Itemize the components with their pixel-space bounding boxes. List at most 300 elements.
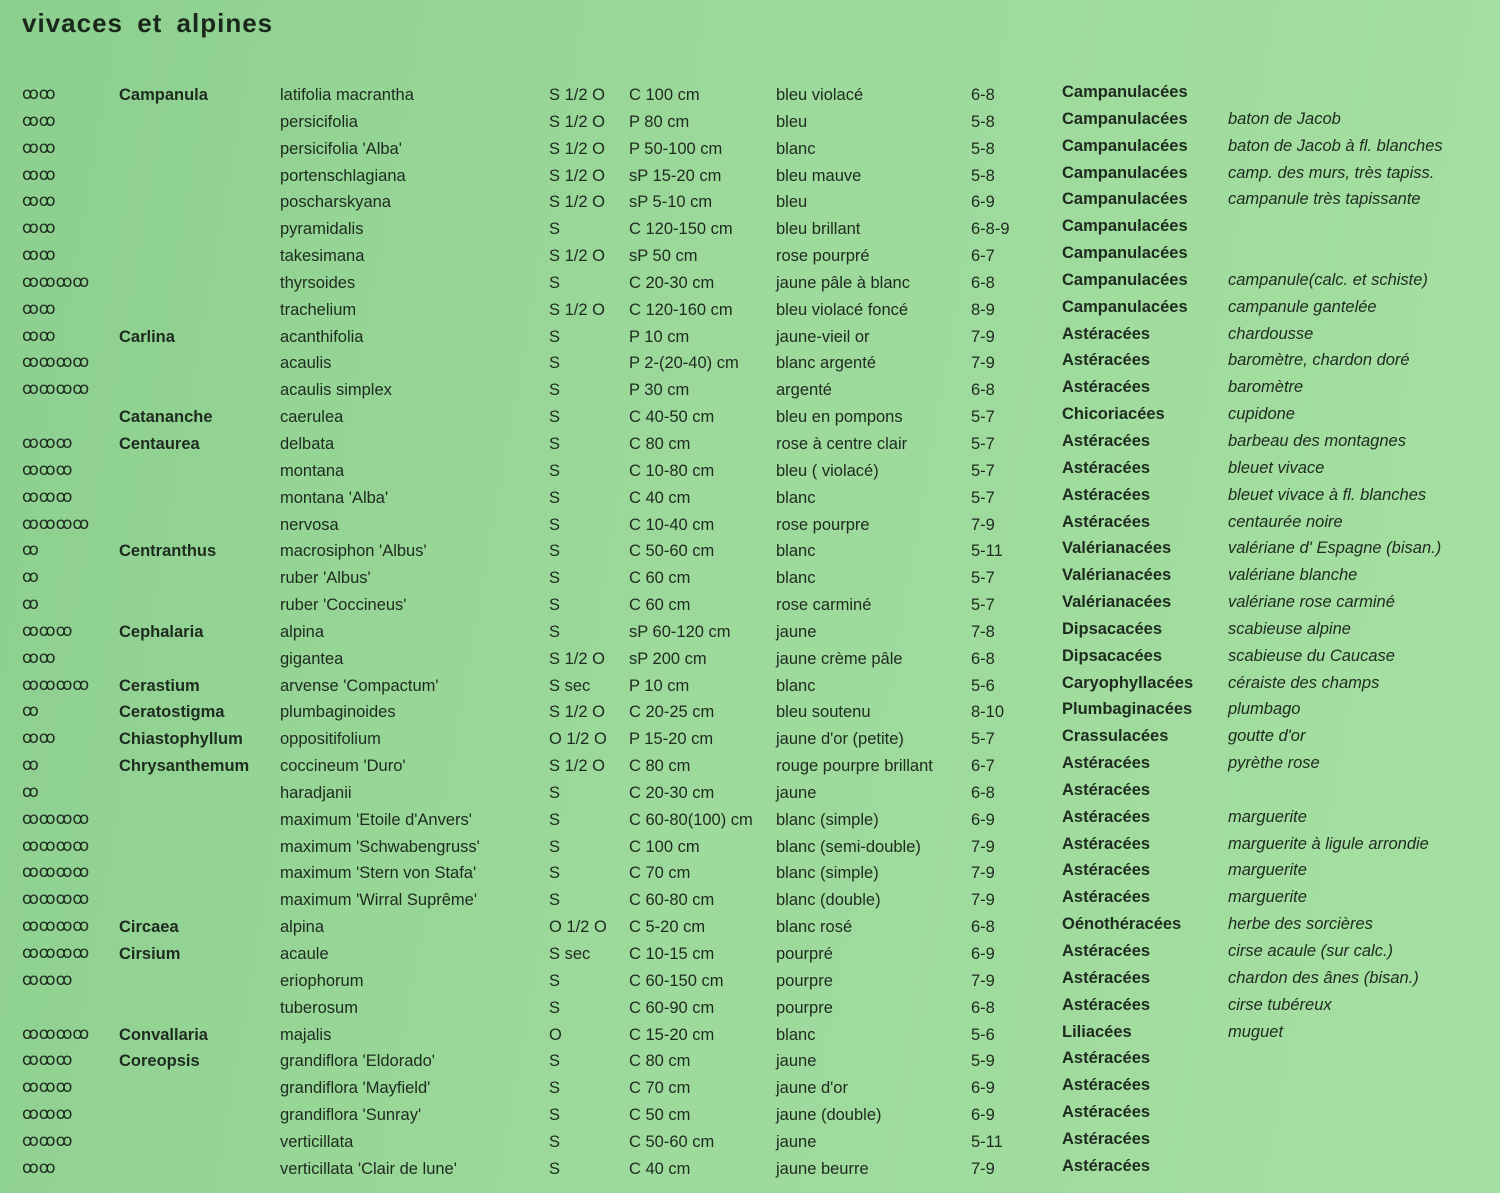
- table-row: [0, 645, 1500, 672]
- height-cell: C 50-60 cm: [629, 1132, 715, 1151]
- exposure-cell: S sec: [549, 676, 591, 695]
- exposure-cell: S: [549, 891, 561, 910]
- exposure-cell: S: [549, 542, 561, 561]
- common-name-cell: scabieuse alpine: [1228, 619, 1351, 638]
- bloom-months-cell: 7-9: [971, 515, 995, 534]
- family-cell: Astéracées: [1062, 754, 1151, 773]
- height-cell: C 120-160 cm: [629, 300, 733, 319]
- plant-symbol-icon: ꝏ: [22, 756, 39, 775]
- exposure-cell: S 1/2 O: [549, 86, 605, 104]
- exposure-cell: S 1/2 O: [549, 139, 605, 158]
- table-row: [0, 108, 1500, 135]
- exposure-cell: S: [549, 327, 561, 346]
- family-cell: Campanulacées: [1062, 109, 1188, 128]
- species-cell: arvense 'Compactum': [280, 676, 439, 695]
- table-row: [0, 752, 1500, 779]
- exposure-cell: S 1/2 O: [549, 703, 605, 722]
- species-cell: plumbaginoides: [280, 703, 396, 722]
- table-row: [0, 967, 1500, 994]
- height-cell: C 10-80 cm: [629, 461, 715, 480]
- family-cell: Astéracées: [1062, 968, 1151, 987]
- exposure-cell: S 1/2 O: [549, 247, 605, 266]
- family-cell: Campanulacées: [1062, 217, 1188, 236]
- family-cell: Campanulacées: [1062, 136, 1188, 155]
- species-cell: acaulis simplex: [280, 381, 392, 400]
- plant-symbol-icon: ꝏꝏ: [22, 246, 56, 265]
- exposure-cell: S: [549, 220, 561, 239]
- height-cell: C 50-60 cm: [629, 542, 715, 561]
- exposure-cell: S 1/2 O: [549, 649, 605, 668]
- common-name-cell: bleuet vivace: [1228, 458, 1325, 477]
- family-cell: Astéracées: [1062, 942, 1151, 960]
- flower-color-cell: blanc: [776, 542, 816, 561]
- table-row: [0, 806, 1500, 833]
- family-cell: Astéracées: [1062, 485, 1151, 504]
- plant-symbol-icon: ꝏꝏꝏꝏ: [22, 809, 90, 828]
- bloom-months-cell: 7-9: [971, 864, 995, 883]
- genus-cell: Coreopsis: [119, 1052, 200, 1071]
- species-cell: eriophorum: [280, 971, 364, 990]
- family-cell: Plumbaginacées: [1062, 700, 1193, 719]
- common-name-cell: chardon des ânes (bisan.): [1228, 968, 1419, 987]
- common-name-cell: marguerite: [1228, 807, 1307, 826]
- flower-color-cell: argenté: [776, 381, 832, 400]
- exposure-cell: S: [549, 1079, 561, 1098]
- species-cell: acaule: [280, 945, 329, 963]
- species-cell: verticillata 'Clair de lune': [280, 1159, 457, 1178]
- height-cell: C 60-80(100) cm: [629, 810, 753, 829]
- table-row: [0, 1128, 1500, 1155]
- genus-cell: Cerastium: [119, 676, 200, 695]
- height-cell: C 10-15 cm: [629, 945, 715, 963]
- bloom-months-cell: 5-11: [971, 542, 1003, 561]
- common-name-cell: herbe des sorcières: [1228, 915, 1373, 934]
- bloom-months-cell: 7-9: [971, 971, 995, 990]
- species-cell: latifolia macrantha: [280, 86, 414, 104]
- exposure-cell: S: [549, 1159, 561, 1178]
- common-name-cell: campanule gantelée: [1228, 297, 1377, 316]
- flower-color-cell: jaune (double): [776, 1106, 882, 1125]
- common-name-cell: baromètre: [1228, 378, 1304, 397]
- species-cell: macrosiphon 'Albus': [280, 542, 427, 561]
- genus-cell: Cephalaria: [119, 622, 204, 641]
- bloom-months-cell: 6-8: [971, 381, 995, 400]
- height-cell: C 60-80 cm: [629, 891, 715, 910]
- height-cell: P 10 cm: [629, 327, 690, 346]
- species-cell: grandiflora 'Sunray': [280, 1106, 422, 1125]
- plant-symbol-icon: ꝏ: [22, 595, 39, 614]
- height-cell: C 20-30 cm: [629, 273, 715, 292]
- species-cell: montana: [280, 461, 345, 480]
- family-cell: Astéracées: [1062, 780, 1151, 799]
- height-cell: C 20-25 cm: [629, 703, 715, 722]
- plant-symbol-icon: ꝏꝏꝏ: [22, 1051, 73, 1070]
- genus-cell: Centaurea: [119, 434, 200, 453]
- species-cell: persicifolia 'Alba': [280, 139, 402, 158]
- exposure-cell: O 1/2 O: [549, 730, 607, 749]
- table-row: [0, 859, 1500, 886]
- plant-symbol-icon: ꝏ: [22, 702, 39, 721]
- common-name-cell: marguerite: [1228, 861, 1307, 880]
- exposure-cell: S: [549, 1106, 561, 1125]
- genus-cell: Chiastophyllum: [119, 730, 243, 749]
- bloom-months-cell: 6-9: [971, 1079, 995, 1098]
- table-row: [0, 403, 1500, 430]
- common-name-cell: muguet: [1228, 1022, 1284, 1041]
- flower-color-cell: rose pourpre: [776, 515, 870, 534]
- family-cell: Astéracées: [1062, 351, 1151, 370]
- table-row: [0, 886, 1500, 913]
- height-cell: C 60-150 cm: [629, 971, 724, 990]
- family-cell: Campanulacées: [1062, 297, 1188, 316]
- family-cell: Astéracées: [1062, 458, 1151, 477]
- flower-color-cell: bleu violacé: [776, 86, 864, 104]
- genus-cell: Circaea: [119, 918, 179, 937]
- plant-symbol-icon: ꝏꝏꝏꝏ: [22, 514, 90, 533]
- flower-color-cell: blanc: [776, 139, 816, 158]
- family-cell: Astéracées: [1062, 1076, 1151, 1095]
- species-cell: ruber 'Coccineus': [280, 596, 407, 615]
- species-cell: delbata: [280, 434, 335, 453]
- common-name-cell: cirse tubéreux: [1228, 995, 1332, 1014]
- table-row: [0, 162, 1500, 189]
- plant-symbol-icon: ꝏꝏꝏꝏ: [22, 836, 90, 855]
- exposure-cell: S 1/2 O: [549, 300, 605, 319]
- table-row: [0, 913, 1500, 940]
- bloom-months-cell: 7-9: [971, 891, 995, 910]
- genus-cell: Catananche: [119, 408, 213, 427]
- exposure-cell: O 1/2 O: [549, 918, 607, 937]
- exposure-cell: S 1/2 O: [549, 757, 605, 776]
- species-cell: acaulis: [280, 354, 332, 373]
- flower-color-cell: jaune: [776, 1052, 817, 1071]
- common-name-cell: scabieuse du Caucase: [1228, 646, 1395, 665]
- bloom-months-cell: 5-6: [971, 1025, 995, 1044]
- height-cell: P 30 cm: [629, 381, 690, 400]
- family-cell: Astéracées: [1062, 1129, 1151, 1148]
- table-row: [0, 1021, 1500, 1048]
- bloom-months-cell: 5-8: [971, 112, 995, 131]
- exposure-cell: S: [549, 354, 561, 373]
- bloom-months-cell: 6-8: [971, 86, 995, 104]
- height-cell: C 80 cm: [629, 757, 691, 776]
- bloom-months-cell: 8-9: [971, 300, 995, 319]
- height-cell: C 60 cm: [629, 569, 691, 588]
- plant-symbol-icon: ꝏꝏ: [22, 85, 56, 103]
- bloom-months-cell: 7-9: [971, 327, 995, 346]
- species-cell: oppositifolium: [280, 730, 381, 749]
- common-name-cell: barbeau des montagnes: [1228, 431, 1406, 450]
- species-cell: tuberosum: [280, 998, 358, 1017]
- bloom-months-cell: 5-8: [971, 166, 995, 185]
- species-cell: maximum 'Etoile d'Anvers': [280, 810, 472, 829]
- common-name-cell: baromètre, chardon doré: [1228, 351, 1410, 370]
- family-cell: Astéracées: [1062, 512, 1151, 531]
- height-cell: C 100 cm: [629, 837, 700, 856]
- common-name-cell: camp. des murs, très tapiss.: [1228, 163, 1435, 182]
- table-row: [0, 188, 1500, 215]
- family-cell: Astéracées: [1062, 1103, 1151, 1122]
- species-cell: gigantea: [280, 649, 344, 668]
- species-cell: grandiflora 'Eldorado': [280, 1052, 435, 1071]
- species-cell: caerulea: [280, 408, 344, 427]
- exposure-cell: S: [549, 837, 561, 856]
- flower-color-cell: rose pourpré: [776, 247, 870, 266]
- bloom-months-cell: 7-9: [971, 354, 995, 373]
- height-cell: P 10 cm: [629, 676, 690, 695]
- bloom-months-cell: 6-8: [971, 783, 995, 802]
- bloom-months-cell: 7-9: [971, 1159, 995, 1178]
- flower-color-cell: pourpre: [776, 998, 833, 1017]
- species-cell: maximum 'Schwabengruss': [280, 837, 480, 856]
- family-cell: Campanulacées: [1062, 163, 1188, 182]
- common-name-cell: bleuet vivace à fl. blanches: [1228, 485, 1427, 504]
- exposure-cell: S: [549, 1052, 561, 1071]
- flower-color-cell: pourpré: [776, 945, 833, 963]
- flower-color-cell: bleu brillant: [776, 220, 861, 239]
- bloom-months-cell: 7-9: [971, 837, 995, 856]
- table-row: [0, 323, 1500, 350]
- plant-symbol-icon: ꝏꝏꝏ: [22, 970, 73, 989]
- bloom-months-cell: 6-9: [971, 945, 995, 963]
- plant-symbol-icon: ꝏꝏ: [22, 1158, 56, 1177]
- common-name-cell: cupidone: [1228, 405, 1295, 424]
- genus-cell: Campanula: [119, 86, 208, 104]
- height-cell: C 15-20 cm: [629, 1025, 715, 1044]
- exposure-cell: S 1/2 O: [549, 112, 605, 131]
- genus-cell: Centranthus: [119, 542, 217, 561]
- common-name-cell: céraiste des champs: [1228, 673, 1380, 692]
- bloom-months-cell: 5-11: [971, 1132, 1003, 1151]
- table-row: [0, 511, 1500, 538]
- family-cell: Valérianacées: [1062, 539, 1172, 558]
- species-cell: coccineum 'Duro': [280, 757, 406, 776]
- plant-symbol-icon: ꝏꝏ: [22, 648, 56, 667]
- table-row: [0, 1101, 1500, 1128]
- table-row: [0, 215, 1500, 242]
- table-row: [0, 564, 1500, 591]
- flower-color-cell: blanc: [776, 1025, 816, 1044]
- family-cell: Crassulacées: [1062, 727, 1169, 746]
- flower-color-cell: rose à centre clair: [776, 434, 908, 453]
- exposure-cell: S: [549, 515, 561, 534]
- flower-color-cell: bleu soutenu: [776, 703, 871, 722]
- common-name-cell: cirse acaule (sur calc.): [1228, 942, 1394, 960]
- bloom-months-cell: 6-7: [971, 757, 995, 776]
- plant-symbol-icon: ꝏꝏ: [22, 111, 56, 130]
- bloom-months-cell: 6-8: [971, 649, 995, 668]
- species-cell: verticillata: [280, 1132, 354, 1151]
- flower-color-cell: jaune: [776, 622, 817, 641]
- height-cell: P 80 cm: [629, 112, 690, 131]
- height-cell: C 40 cm: [629, 1159, 691, 1178]
- family-cell: Astéracées: [1062, 834, 1151, 853]
- flower-color-cell: bleu: [776, 193, 808, 212]
- flower-color-cell: bleu violacé foncé: [776, 300, 909, 319]
- species-cell: montana 'Alba': [280, 488, 389, 507]
- bloom-months-cell: 5-7: [971, 569, 995, 588]
- common-name-cell: goutte d'or: [1228, 727, 1306, 746]
- height-cell: sP 15-20 cm: [629, 166, 722, 185]
- height-cell: sP 200 cm: [629, 649, 707, 668]
- table-row: [0, 994, 1500, 1021]
- common-name-cell: campanule très tapissante: [1228, 190, 1421, 209]
- table-row: [0, 1074, 1500, 1101]
- flower-color-cell: bleu: [776, 112, 808, 131]
- bloom-months-cell: 5-7: [971, 596, 995, 615]
- species-cell: persicifolia: [280, 112, 358, 131]
- height-cell: C 20-30 cm: [629, 783, 715, 802]
- flower-color-cell: jaune pâle à blanc: [776, 273, 910, 292]
- height-cell: C 80 cm: [629, 1052, 691, 1071]
- bloom-months-cell: 6-9: [971, 1106, 995, 1125]
- plant-symbol-icon: ꝏꝏꝏ: [22, 487, 73, 506]
- flower-color-cell: bleu ( violacé): [776, 461, 879, 480]
- flower-color-cell: blanc (simple): [776, 810, 879, 829]
- plant-symbol-icon: ꝏ: [22, 541, 39, 560]
- plant-symbol-icon: ꝏꝏꝏꝏ: [22, 380, 90, 399]
- table-row: [0, 591, 1500, 618]
- flower-color-cell: jaune: [776, 783, 817, 802]
- height-cell: C 80 cm: [629, 434, 691, 453]
- height-cell: C 100 cm: [629, 86, 700, 104]
- flower-color-cell: pourpre: [776, 971, 833, 990]
- family-cell: Dipsacacées: [1062, 646, 1162, 665]
- family-cell: Caryophyllacées: [1062, 673, 1194, 692]
- plant-symbol-icon: ꝏꝏ: [22, 219, 56, 238]
- bloom-months-cell: 5-7: [971, 408, 995, 427]
- flower-color-cell: jaune-vieil or: [776, 327, 870, 346]
- exposure-cell: S 1/2 O: [549, 166, 605, 185]
- flower-color-cell: jaune: [776, 1132, 817, 1151]
- height-cell: C 5-20 cm: [629, 918, 706, 937]
- bloom-months-cell: 6-8: [971, 998, 995, 1017]
- genus-cell: Carlina: [119, 327, 175, 346]
- table-row: [0, 537, 1500, 564]
- exposure-cell: S sec: [549, 945, 591, 963]
- exposure-cell: O: [549, 1025, 562, 1044]
- plant-symbol-icon: ꝏꝏꝏꝏ: [22, 863, 90, 882]
- family-cell: Valérianacées: [1062, 593, 1172, 612]
- table-row: [0, 698, 1500, 725]
- plant-symbol-icon: ꝏꝏꝏ: [22, 1078, 73, 1097]
- flower-color-cell: blanc argenté: [776, 354, 876, 373]
- table-row: [0, 376, 1500, 403]
- flower-color-cell: jaune d'or (petite): [776, 730, 904, 749]
- height-cell: C 120-150 cm: [629, 220, 733, 239]
- flower-color-cell: blanc (simple): [776, 864, 879, 883]
- table-row: [0, 81, 1500, 108]
- height-cell: C 40 cm: [629, 488, 691, 507]
- plant-symbol-icon: ꝏꝏ: [22, 192, 56, 211]
- table-row: [0, 484, 1500, 511]
- plant-symbol-icon: ꝏꝏꝏ: [22, 621, 73, 640]
- bloom-months-cell: 5-7: [971, 730, 995, 749]
- height-cell: C 70 cm: [629, 1079, 691, 1098]
- exposure-cell: S: [549, 461, 561, 480]
- plant-symbol-icon: ꝏꝏꝏ: [22, 460, 73, 479]
- table-row: [0, 269, 1500, 296]
- common-name-cell: baton de Jacob: [1228, 109, 1341, 128]
- flower-color-cell: blanc: [776, 488, 816, 507]
- exposure-cell: S: [549, 488, 561, 507]
- common-name-cell: campanule(calc. et schiste): [1228, 270, 1428, 289]
- flower-color-cell: blanc: [776, 676, 816, 695]
- table-row: [0, 833, 1500, 860]
- bloom-months-cell: 5-8: [971, 139, 995, 158]
- species-cell: alpina: [280, 918, 325, 937]
- species-cell: ruber 'Albus': [280, 569, 371, 588]
- family-cell: Astéracées: [1062, 888, 1151, 907]
- family-cell: Campanulacées: [1062, 270, 1188, 289]
- plant-symbol-icon: ꝏꝏ: [22, 326, 56, 345]
- plant-symbol-icon: ꝏꝏꝏꝏ: [22, 944, 90, 962]
- common-name-cell: pyrèthe rose: [1228, 754, 1320, 773]
- exposure-cell: S: [549, 971, 561, 990]
- flower-color-cell: jaune d'or: [776, 1079, 848, 1098]
- family-cell: Astéracées: [1062, 431, 1151, 450]
- table-row: [0, 725, 1500, 752]
- exposure-cell: S: [549, 1132, 561, 1151]
- plant-symbol-icon: ꝏꝏ: [22, 299, 56, 318]
- common-name-cell: plumbago: [1228, 700, 1301, 719]
- flower-color-cell: blanc (double): [776, 891, 881, 910]
- height-cell: C 50 cm: [629, 1106, 691, 1125]
- species-cell: portenschlagiana: [280, 166, 406, 185]
- table-row: [0, 672, 1500, 699]
- family-cell: Dipsacacées: [1062, 619, 1162, 638]
- species-cell: maximum 'Wirral Suprême': [280, 891, 477, 910]
- bloom-months-cell: 5-6: [971, 676, 995, 695]
- plant-symbol-icon: ꝏ: [22, 568, 39, 587]
- plant-symbol-icon: ꝏꝏꝏꝏ: [22, 353, 90, 372]
- exposure-cell: S: [549, 408, 561, 427]
- bloom-months-cell: 6-8: [971, 273, 995, 292]
- family-cell: Oénothéracées: [1062, 915, 1182, 934]
- height-cell: P 2-(20-40) cm: [629, 354, 739, 373]
- family-cell: Campanulacées: [1062, 83, 1188, 101]
- table-row: [0, 1047, 1500, 1074]
- height-cell: sP 5-10 cm: [629, 193, 713, 212]
- height-cell: P 50-100 cm: [629, 139, 723, 158]
- exposure-cell: S: [549, 864, 561, 883]
- table-row: [0, 618, 1500, 645]
- flower-color-cell: jaune crème pâle: [776, 649, 903, 668]
- family-cell: Astéracées: [1062, 1049, 1151, 1068]
- bloom-months-cell: 6-8-9: [971, 220, 1010, 239]
- flower-color-cell: jaune beurre: [776, 1159, 869, 1178]
- flower-color-cell: rouge pourpre brillant: [776, 757, 933, 776]
- height-cell: C 40-50 cm: [629, 408, 715, 427]
- family-cell: Astéracées: [1062, 324, 1151, 343]
- species-cell: trachelium: [280, 300, 357, 319]
- genus-cell: Chrysanthemum: [119, 757, 250, 776]
- height-cell: C 60 cm: [629, 596, 691, 615]
- plant-symbol-icon: ꝏꝏꝏ: [22, 1131, 73, 1150]
- flower-color-cell: blanc (semi-double): [776, 837, 921, 856]
- table-row: [0, 1155, 1500, 1182]
- plant-symbol-icon: ꝏꝏꝏꝏ: [22, 890, 90, 909]
- common-name-cell: valériane d' Espagne (bisan.): [1228, 539, 1442, 558]
- table-row: [0, 457, 1500, 484]
- height-cell: C 70 cm: [629, 864, 691, 883]
- exposure-cell: S: [549, 596, 561, 615]
- plant-symbol-icon: ꝏꝏꝏ: [22, 433, 73, 452]
- plant-symbol-icon: ꝏꝏ: [22, 165, 56, 184]
- species-cell: acanthifolia: [280, 327, 364, 346]
- species-cell: grandiflora 'Mayfield': [280, 1079, 431, 1098]
- flower-color-cell: bleu en pompons: [776, 408, 903, 427]
